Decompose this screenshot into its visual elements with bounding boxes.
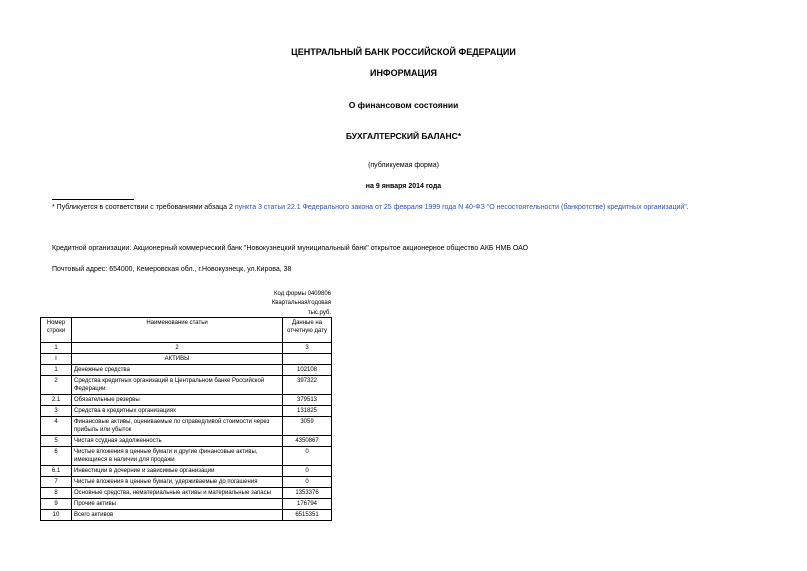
row-number: 10	[41, 510, 72, 521]
table-row	[41, 406, 332, 417]
row-item-name: Средства кредитных организаций в Центральном банке Российской Федерации	[72, 376, 283, 395]
row-item-name: Чистые вложения в ценные бумаги и другие финансовые активы, имеющиеся в наличии для продажи	[72, 447, 283, 466]
row-number: 6	[41, 447, 72, 466]
form-period: Квартальная/годовая	[271, 300, 331, 306]
row-value: 0	[283, 466, 332, 477]
table-row	[41, 395, 332, 406]
table-row	[41, 343, 332, 354]
header-item-name: Наименование статьи	[72, 318, 283, 343]
footnote	[52, 204, 689, 211]
table-header-row	[41, 318, 332, 343]
info-title: ИНФОРМАЦИЯ	[369, 68, 438, 78]
table-row	[41, 365, 332, 376]
report-date: на 9 января 2014 года	[365, 183, 442, 190]
financial-subtitle: О финансовом состоянии	[348, 100, 459, 110]
law-link[interactable]: пункта 3 статьи 22.1 Федерального закона от 25 февраля 1999 года N 40-ФЗ "О несостоятельности (банкротстве) кредитных организаций"	[234, 204, 687, 211]
row-number: 2	[41, 376, 72, 395]
row-value: 131825	[283, 406, 332, 417]
row-value: 397322	[283, 376, 332, 395]
balance-table	[40, 317, 332, 521]
row-value: 6515351	[283, 510, 332, 521]
row-value: 176794	[283, 499, 332, 510]
footnote-prefix: * Публикуется в соответствии с требованиями абзаца 2	[52, 204, 235, 211]
row-item-name: Средства в кредитных организациях	[72, 406, 283, 417]
row-item-name: Основные средства, нематериальные активы и материальные запасы	[72, 488, 283, 499]
table-row	[41, 466, 332, 477]
row-value: 0	[283, 477, 332, 488]
row-item-name: Всего активов	[72, 510, 283, 521]
row-number: 6.1	[41, 466, 72, 477]
table-row	[41, 447, 332, 466]
row-number: 1	[41, 343, 72, 354]
row-value: 379513	[283, 395, 332, 406]
row-value: 3059	[283, 417, 332, 436]
row-item-name: Чистая ссудная задолженность	[72, 436, 283, 447]
row-item-name: Денежные средства	[72, 365, 283, 376]
row-item-name: Финансовые активы, оцениваемые по справедливой стоимости через прибыль или убыток	[72, 417, 283, 436]
row-item-name: Обязательные резервы	[72, 395, 283, 406]
form-unit: тыс.руб.	[307, 310, 331, 316]
row-value: 4350867	[283, 436, 332, 447]
table-row	[41, 436, 332, 447]
table-row	[41, 417, 332, 436]
row-item-name: АКТИВЫ	[72, 354, 283, 365]
row-value	[283, 354, 332, 365]
form-type: (публикуемая форма)	[368, 162, 439, 169]
postal-address: Почтовый адрес: 654000, Кемеровская обл., г.Новокузнецк, ул.Кирова, 38	[52, 266, 292, 273]
table-row	[41, 354, 332, 365]
row-number: 1	[41, 365, 72, 376]
row-value: 102108	[283, 365, 332, 376]
table-row	[41, 510, 332, 521]
table-row	[41, 477, 332, 488]
row-number: 8	[41, 488, 72, 499]
balance-title: БУХГАЛТЕРСКИЙ БАЛАНС*	[345, 131, 462, 141]
header-row-number: Номер строки	[41, 318, 72, 343]
row-number: 9	[41, 499, 72, 510]
table-row	[41, 376, 332, 395]
row-item-name: Чистые вложения в ценные бумаги, удерживаемые до погашения	[72, 477, 283, 488]
row-item-name: Инвестиции в дочерние и зависимые организации	[72, 466, 283, 477]
footnote-divider	[52, 199, 134, 200]
form-code: Код формы 0409806	[274, 291, 331, 297]
row-item-name: 2	[72, 343, 283, 354]
row-item-name: Прочие активы	[72, 499, 283, 510]
row-value: 1353376	[283, 488, 332, 499]
row-number: 7	[41, 477, 72, 488]
table-row	[41, 499, 332, 510]
header-value: Данные на отчетную дату	[283, 318, 332, 343]
row-value: 0	[283, 447, 332, 466]
footnote-suffix: .	[686, 204, 689, 211]
table-row	[41, 488, 332, 499]
row-number: 5	[41, 436, 72, 447]
row-value: 3	[283, 343, 332, 354]
row-number: 4	[41, 417, 72, 436]
bank-title: ЦЕНТРАЛЬНЫЙ БАНК РОССИЙСКОЙ ФЕДЕРАЦИИ	[291, 47, 516, 57]
row-number: I	[41, 354, 72, 365]
row-number: 2.1	[41, 395, 72, 406]
row-number: 3	[41, 406, 72, 417]
organization-name: Кредитной организации: Акционерный коммерческий банк "Новокузнецкий муниципальный банк" открытое акционерное общество АКБ НМБ ОАО	[52, 245, 529, 252]
